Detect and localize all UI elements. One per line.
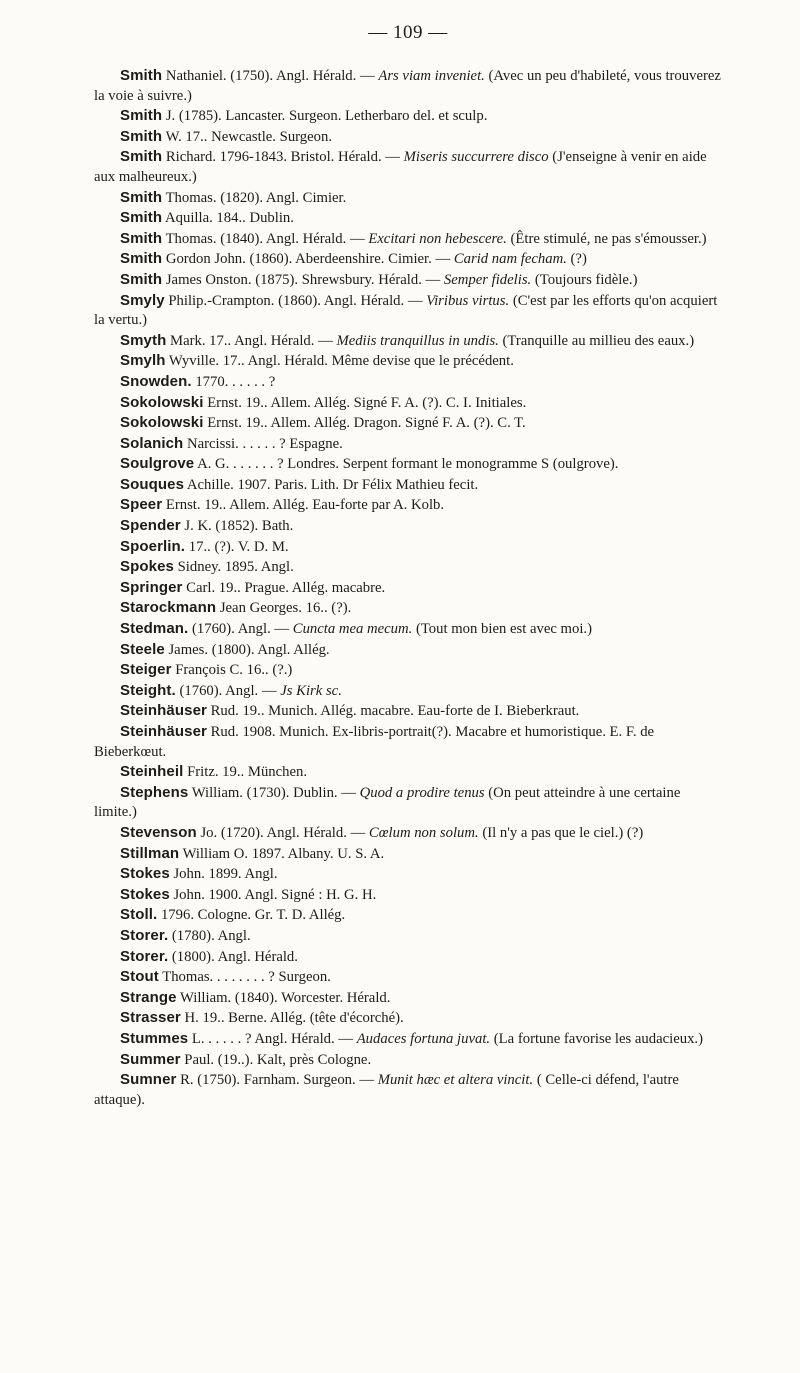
list-item — [94, 249, 722, 270]
entry-text: Ernst. 19.. Allem. Allég. Dragon. Signé F. A. (?). C. T. — [203, 415, 526, 432]
entry-translation: (La fortune favorise les audacieux.) — [490, 1030, 703, 1047]
entry-motto: Quod a prodire tenus — [359, 784, 485, 801]
entry-text: (1800). Angl. Hérald. — [168, 948, 298, 965]
entry-text: Rud. 19.. Munich. Allég. macabre. Eau-forte de I. Bieberkraut. — [206, 703, 580, 720]
entry-text: Thomas. (1840). Angl. Hérald. — — [162, 230, 369, 247]
entry-text: Thomas. . . . . . . . ? Surgeon. — [158, 969, 331, 986]
list-item — [94, 475, 722, 496]
entry-text: William. (1840). Worcester. Hérald. — [176, 989, 391, 1006]
list-item — [94, 967, 722, 988]
page-number: — 109 — — [368, 22, 448, 43]
entry-name: Smith — [120, 229, 163, 247]
entry-translation: (On peut atteindre à une certaine limite.) — [94, 784, 681, 821]
entry-translation: ( Celle-ci défend, l'autre attaque). — [94, 1072, 679, 1108]
entry-text: Gordon John. (1860). Aberdeenshire. Cimier. — — [162, 251, 454, 268]
entry-text: Ernst. 19.. Allem. Allég. Signé F. A. (?). C. I. Initiales. — [203, 394, 527, 411]
list-item — [94, 864, 722, 885]
entry-text: James. (1800). Angl. Allég. — [164, 641, 330, 658]
entry-translation: (Avec un peu d'habileté, vous trouverez la voie à suivre.) — [94, 68, 721, 104]
list-item — [94, 701, 722, 722]
entry-motto: Ars viam inveniet. — [378, 68, 485, 84]
entry-name: Steinheil — [120, 763, 184, 781]
entry-name: Souques — [120, 475, 185, 493]
entry-translation: (?) — [566, 251, 587, 268]
entry-name: Strasser — [120, 1009, 181, 1027]
entry-text: Nathaniel. (1750). Angl. Hérald. — — [162, 68, 379, 84]
entry-name: Smyth — [120, 331, 167, 349]
list-item — [94, 331, 722, 352]
list-item — [94, 208, 722, 229]
entry-motto: Miseris succurrere disco — [403, 149, 549, 166]
entry-name: Smith — [120, 127, 163, 145]
entry-translation: (C'est par les efforts qu'on acquiert la vertu.) — [94, 292, 718, 329]
entry-name: Stillman — [120, 844, 180, 862]
entry-translation: (Tranquille au millieu des eaux.) — [498, 332, 695, 349]
entry-text: Paul. (19..). Kalt, près Cologne. — [180, 1051, 372, 1068]
entry-text: Fritz. 19.. München. — [183, 764, 308, 781]
list-item — [94, 229, 722, 250]
list-item — [94, 147, 722, 187]
list-item — [94, 454, 722, 475]
entry-text: Achille. 1907. Paris. Lith. Dr Félix Mathieu fecit. — [184, 476, 479, 493]
entry-text: L. . . . . . ? Angl. Hérald. — — [188, 1030, 357, 1047]
entry-text: Sidney. 1895. Angl. — [173, 559, 294, 576]
entry-name: Strange — [120, 988, 177, 1006]
entry-name: Starockmann — [120, 599, 217, 617]
entry-name: Steiger — [120, 661, 172, 679]
entry-text: James Onston. (1875). Shrewsbury. Hérald. — — [162, 271, 444, 288]
entry-text: 1770. . . . . . ? — [191, 373, 276, 390]
entry-name: Sumner — [120, 1071, 177, 1089]
list-item — [94, 1029, 722, 1050]
entry-text: Aquilla. 184.. Dublin. — [162, 210, 294, 227]
entry-text: A. G. . . . . . . ? Londres. Serpent formant le monogramme S (oulgrove). — [194, 456, 619, 473]
entry-text: Ernst. 19.. Allem. Allég. Eau-forte par A. Kolb. — [162, 497, 445, 514]
entry-text: Rud. 1908. Munich. Ex-libris-portrait(?). Macabre et humoristique. E. F. de Bieberkœut. — [94, 724, 655, 760]
list-item — [94, 578, 722, 599]
entry-translation: (Toujours fidèle.) — [531, 271, 638, 288]
entry-text: François C. 16.. (?.) — [171, 662, 293, 679]
list-item — [94, 495, 722, 516]
entry-text: Jean Georges. 16.. (?). — [216, 600, 352, 617]
entry-name: Steinhäuser — [120, 723, 207, 740]
entry-name: Smith — [120, 209, 163, 227]
list-item — [94, 905, 722, 926]
entry-text: 1796. Cologne. Gr. T. D. Allég. — [157, 907, 346, 924]
entry-name: Stokes — [120, 885, 170, 903]
entry-text: J. K. (1852). Bath. — [180, 518, 294, 535]
entry-list — [94, 66, 722, 1110]
entry-text: Philip.-Crampton. (1860). Angl. Hérald. — — [164, 292, 427, 309]
entry-motto: Viribus virtus. — [426, 292, 510, 309]
entry-name: Steele — [120, 640, 165, 658]
entry-text: Wyville. 17.. Angl. Hérald. Même devise que le précédent. — [165, 353, 514, 370]
entry-text: (1760). Angl. — — [188, 621, 293, 638]
entry-name: Stummes — [120, 1029, 189, 1047]
entry-name: Soulgrove — [120, 455, 195, 473]
entry-name: Snowden. — [120, 372, 192, 390]
list-item — [94, 722, 722, 762]
entry-name: Smith — [120, 107, 163, 125]
list-item — [94, 823, 722, 844]
entry-text: William O. 1897. Albany. U. S. A. — [179, 845, 385, 862]
list-item — [94, 1008, 722, 1029]
entry-translation: (J'enseigne à venir en aide aux malheureux.) — [94, 149, 707, 185]
entry-text: William. (1730). Dublin. — — [188, 784, 360, 801]
list-item — [94, 885, 722, 906]
list-item — [94, 106, 722, 127]
list-item — [94, 66, 722, 106]
list-item — [94, 434, 722, 455]
list-item — [94, 681, 722, 702]
entry-text: (1780). Angl. — [168, 927, 251, 944]
entry-name: Smith — [120, 270, 163, 288]
entry-translation: (Il n'y a pas que le ciel.) (?) — [478, 824, 644, 841]
list-item — [94, 1070, 722, 1110]
entry-name: Smith — [120, 148, 163, 166]
entry-motto: Semper fidelis. — [443, 271, 532, 288]
entry-name: Storer. — [120, 947, 169, 965]
list-item — [94, 291, 722, 331]
list-item — [94, 988, 722, 1009]
entry-motto: Mediis tranquillus in undis. — [336, 332, 499, 349]
list-item — [94, 947, 722, 968]
entry-name: Solanich — [120, 434, 184, 452]
list-item — [94, 188, 722, 209]
list-item — [94, 1050, 722, 1071]
entry-text: Narcissi. . . . . . ? Espagne. — [183, 435, 343, 452]
list-item — [94, 762, 722, 783]
entry-name: Summer — [120, 1050, 181, 1068]
entry-text: Richard. 1796-1843. Bristol. Hérald. — — [162, 149, 404, 166]
entry-motto: Carid nam fecham. — [453, 251, 567, 268]
entry-name: Stokes — [120, 865, 170, 883]
list-item — [94, 619, 722, 640]
list-item — [94, 516, 722, 537]
list-item — [94, 557, 722, 578]
entry-name: Spokes — [120, 558, 174, 576]
entry-name: Spender — [120, 517, 181, 535]
entry-motto: Cuncta mea mecum. — [292, 621, 413, 638]
entry-name: Spoerlin. — [120, 537, 186, 555]
list-item — [94, 844, 722, 865]
entry-name: Speer — [120, 496, 163, 514]
list-item — [94, 413, 722, 434]
entry-name: Stephens — [120, 783, 189, 801]
list-item — [94, 537, 722, 558]
entry-text: J. (1785). Lancaster. Surgeon. Letherbaro del. et sculp. — [162, 108, 488, 125]
entry-text: (1760). Angl. — — [175, 682, 281, 699]
entry-motto: Js Kirk sc. — [280, 682, 342, 699]
entry-name: Steinhäuser — [120, 702, 207, 720]
entry-text: 17.. (?). V. D. M. — [185, 538, 289, 555]
list-item — [94, 393, 722, 414]
entry-name: Sokolowski — [120, 414, 204, 432]
list-item — [94, 598, 722, 619]
entry-translation: (Tout mon bien est avec moi.) — [412, 621, 592, 638]
list-item — [94, 926, 722, 947]
entry-text: Thomas. (1820). Angl. Cimier. — [162, 189, 347, 206]
entry-motto: Excitari non hebescere. — [368, 230, 507, 247]
entry-text: John. 1899. Angl. — [169, 866, 278, 883]
entry-text: Mark. 17.. Angl. Hérald. — — [166, 332, 337, 349]
list-item — [94, 351, 722, 372]
entry-name: Sokolowski — [120, 393, 204, 411]
list-item — [94, 270, 722, 291]
entry-text: Carl. 19.. Prague. Allég. macabre. — [182, 579, 386, 596]
entry-name: Storer. — [120, 926, 169, 944]
entry-name: Stout — [120, 968, 159, 986]
list-item — [94, 783, 722, 823]
list-item — [94, 640, 722, 661]
entry-name: Stoll. — [120, 906, 158, 924]
entry-name: Smyly — [120, 291, 165, 309]
entry-name: Smith — [120, 188, 163, 206]
list-item — [94, 660, 722, 681]
entry-text: R. (1750). Farnham. Surgeon. — — [176, 1072, 378, 1089]
entry-name: Smylh — [120, 352, 166, 370]
entry-name: Stedman. — [120, 620, 189, 638]
list-item — [94, 127, 722, 148]
entry-text: Jo. (1720). Angl. Hérald. — — [196, 824, 369, 841]
list-item — [94, 372, 722, 393]
entry-motto: Audaces fortuna juvat. — [356, 1030, 491, 1047]
entry-translation: (Être stimulé, ne pas s'émousser.) — [506, 230, 707, 247]
entry-motto: Cœlum non solum. — [368, 824, 479, 841]
entry-name: Smith — [120, 250, 163, 268]
entry-text: W. 17.. Newcastle. Surgeon. — [162, 128, 333, 145]
entry-name: Steight. — [120, 681, 176, 699]
entry-name: Stevenson — [120, 823, 197, 841]
entry-text: H. 19.. Berne. Allég. (tête d'écorché). — [180, 1010, 404, 1027]
entry-text: John. 1900. Angl. Signé : H. G. H. — [169, 886, 377, 903]
entry-name: Springer — [120, 578, 183, 596]
entry-motto: Munit hæc et altera vincit. — [377, 1072, 534, 1089]
entry-name: Smith — [120, 67, 163, 84]
